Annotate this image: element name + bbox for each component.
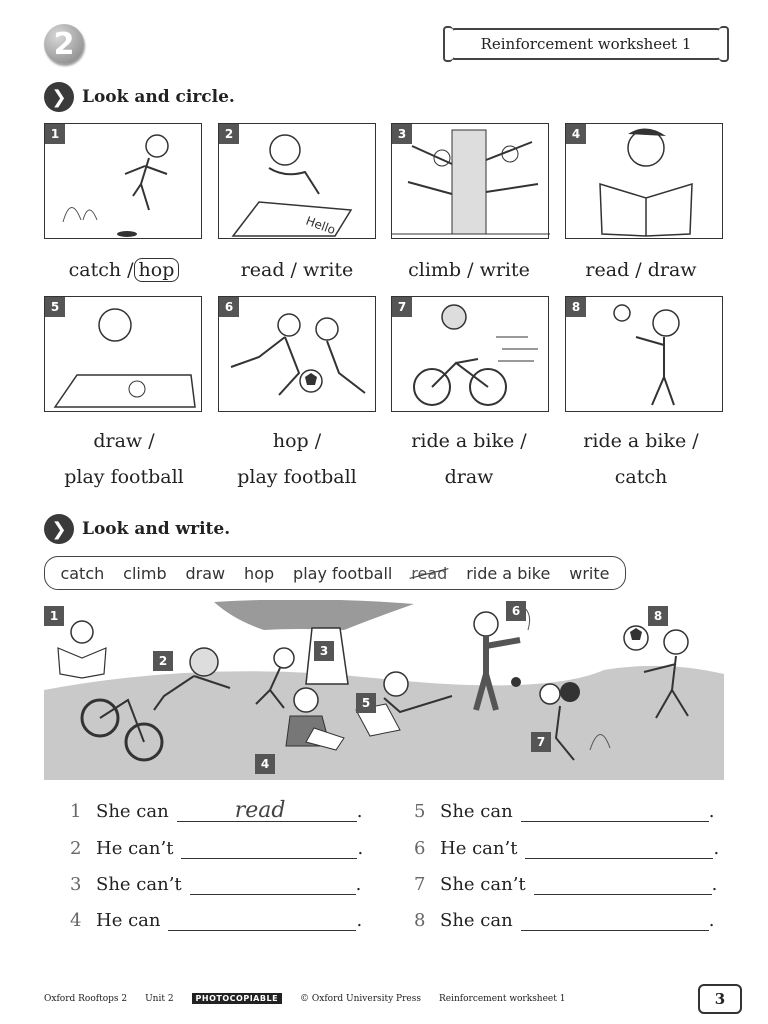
picture-number: 4 [566,124,586,144]
sentence-number: 1 [70,801,82,822]
scene-number-6: 6 [506,601,526,621]
exercise2-heading [44,514,230,544]
word-bank-item: climb [123,563,167,583]
picture-5 [44,296,202,412]
sentence-period: . [355,874,362,895]
sentence-text: She can [440,910,513,931]
sentence-text: He can’t [96,838,174,859]
sentence-period: . [708,910,715,931]
scene-number-8: 8 [648,606,668,626]
hopping-child-drawing [45,124,203,240]
picture-2 [218,123,376,239]
picture-number: 7 [392,297,412,317]
sentence-7 [414,869,717,895]
answer-blank[interactable] [525,836,713,859]
hello-text: Hello [303,213,338,238]
picture-4 [565,123,723,239]
writing-child-drawing [219,124,377,240]
choice-5[interactable] [39,423,209,495]
exercise1-heading [44,82,235,112]
word-bank-item: draw [185,563,226,583]
picture-number: 3 [392,124,412,144]
choice-line1: draw / [93,430,155,452]
chevron-right-icon: ❯ [44,514,74,544]
exercise2-instruction: Look and write. [82,519,231,539]
sentence-8 [414,905,714,931]
sentence-text: He can’t [440,838,518,859]
sentence-number: 5 [414,801,426,822]
answer-blank[interactable] [181,836,357,859]
answer-blank[interactable] [177,799,357,822]
scene-number-7: 7 [531,732,551,752]
exercise1-instruction: Look and circle. [82,87,235,107]
answer-blank[interactable] [534,872,712,895]
sentence-number: 2 [70,838,82,859]
choice-3[interactable]: climb / write [408,259,530,281]
sentence-text: He can [96,910,161,931]
reading-child-drawing [566,124,724,240]
unit-badge: 2 [44,24,84,64]
word-bank-item: catch [60,563,105,583]
picture-number: 6 [219,297,239,317]
choice-7[interactable] [384,423,554,495]
sentence-5 [414,796,714,822]
sentence-period: . [713,838,720,859]
park-scene [44,600,724,780]
choice-separator: / [127,259,134,281]
sentence-number: 8 [414,910,426,931]
picture-number: 5 [45,297,65,317]
scene-number-3: 3 [314,641,334,661]
picture-7 [391,296,549,412]
word-bank-item: write [569,563,610,583]
sentence-period: . [708,801,715,822]
choice-4[interactable]: read / draw [585,259,697,281]
sentence-period: . [356,801,363,822]
sentence-period: . [711,874,718,895]
drawing-child-drawing [45,297,203,413]
sentence-number: 6 [414,838,426,859]
choice-line2: draw [444,466,494,488]
catching-girl-drawing [566,297,724,413]
worksheet-title: Reinforcement worksheet 1 [449,28,723,60]
park-scene-drawing [44,600,724,780]
choice-1 [39,252,209,288]
word-bank [44,556,626,590]
football-boys-drawing [219,297,377,413]
sentence-4 [70,905,362,931]
word-bank-item: play football [293,563,393,583]
scene-number-2: 2 [153,651,173,671]
picture-1 [44,123,202,239]
picture-number: 8 [566,297,586,317]
choice-8[interactable] [556,423,726,495]
answer-blank[interactable] [190,872,356,895]
picture-number: 1 [45,124,65,144]
picture-number: 2 [219,124,239,144]
choice-2[interactable]: read / write [240,259,354,281]
choice-line2: play football [237,466,357,488]
choice-6[interactable] [212,423,382,495]
scene-number-5: 5 [356,693,376,713]
choice-line2: play football [64,466,184,488]
climbing-children-drawing [392,124,550,240]
photocopiable-badge: PHOTOCOPIABLE [192,993,282,1004]
picture-6 [218,296,376,412]
sentence-3 [70,869,361,895]
scene-number-4: 4 [255,754,275,774]
sentence-2 [70,833,363,859]
written-answer: read [234,798,286,823]
choice-line2: catch [614,466,668,488]
choice-line1: hop / [272,430,322,452]
footer [44,993,565,1004]
chevron-right-icon: ❯ [44,82,74,112]
footer-publisher: © Oxford University Press [300,993,421,1004]
cycling-girl-drawing [392,297,550,413]
sentence-6 [414,833,719,859]
sentence-text: She can’t [96,874,182,895]
sentence-period: . [357,838,364,859]
sentence-1 [70,796,362,822]
scene-number-1: 1 [44,606,64,626]
sentence-text: She can [440,801,513,822]
choice-option-a[interactable]: catch [68,259,122,281]
answer-blank[interactable] [521,799,709,822]
sentence-text: She can [96,801,169,822]
footer-book: Oxford Rooftops 2 [44,993,128,1004]
footer-unit: Unit 2 [145,993,174,1004]
picture-8 [565,296,723,412]
picture-3 [391,123,549,239]
sentence-number: 7 [414,874,426,895]
page-number: 3 [698,984,742,1014]
sentence-number: 4 [70,910,82,931]
choice-option-b-circled[interactable]: hop [134,258,180,282]
sentence-text: She can’t [440,874,526,895]
word-bank-item: ride a bike [466,563,551,583]
word-bank-item-struck: read [411,563,448,583]
answer-blank[interactable] [168,908,356,931]
choice-line1: ride a bike / [411,430,527,452]
sentence-period: . [356,910,363,931]
answer-blank[interactable] [521,908,709,931]
sentence-number: 3 [70,874,82,895]
word-bank-item: hop [244,563,275,583]
choice-line1: ride a bike / [583,430,699,452]
footer-worksheet: Reinforcement worksheet 1 [438,993,566,1004]
